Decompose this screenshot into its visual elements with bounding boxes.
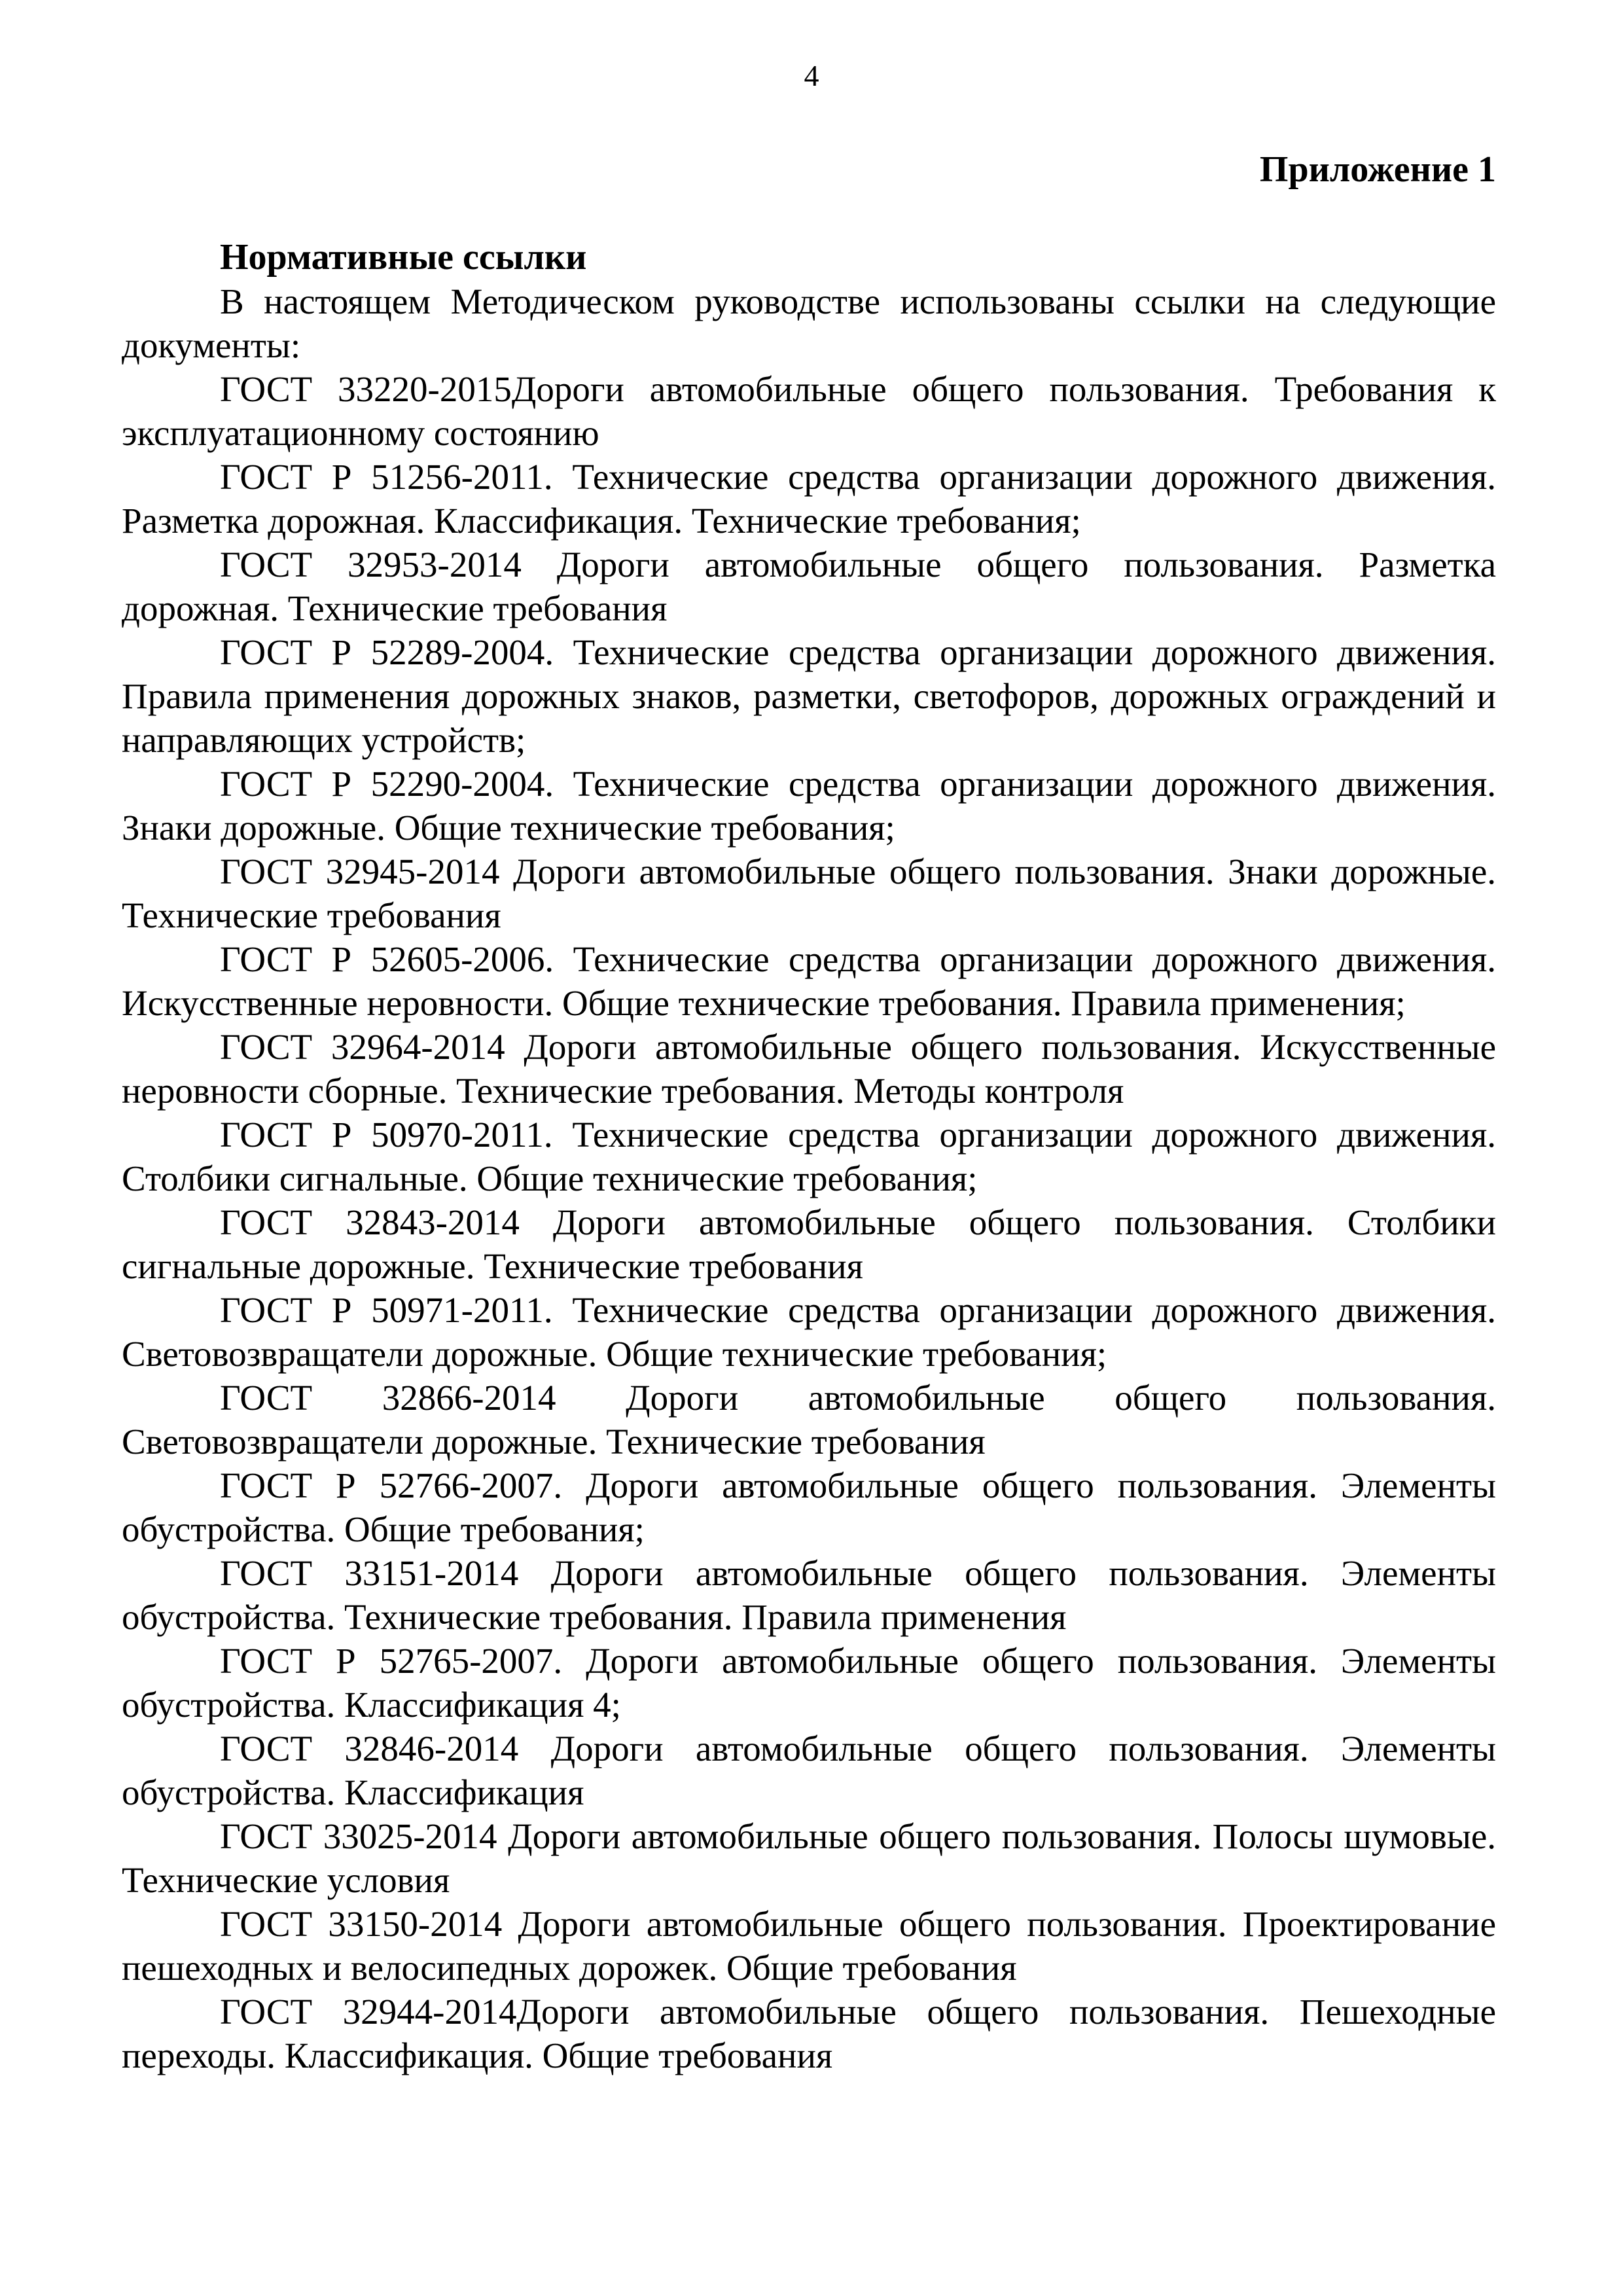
reference-item: ГОСТ 33151-2014 Дороги автомобильные общего пользования. Элементы обустройства. Технические требования. Правила применения bbox=[122, 1553, 1496, 1637]
reference-item: ГОСТ 32866-2014 Дороги автомобильные общего пользования. Световозвращатели дорожные. Технические требования bbox=[122, 1378, 1496, 1462]
reference-item: ГОСТ 32846-2014 Дороги автомобильные общего пользования. Элементы обустройства. Классификация bbox=[122, 1729, 1496, 1812]
appendix-title: Приложение 1 bbox=[1259, 149, 1496, 190]
reference-item: ГОСТ 32964-2014 Дороги автомобильные общего пользования. Искусственные неровности сборные. Технические требования. Методы контроля bbox=[122, 1027, 1496, 1111]
reference-item: ГОСТ 32945-2014 Дороги автомобильные общего пользования. Знаки дорожные. Технические требования bbox=[122, 852, 1496, 935]
reference-item: ГОСТ 32843-2014 Дороги автомобильные общего пользования. Столбики сигнальные дорожные. Технические требования bbox=[122, 1202, 1496, 1286]
document-body bbox=[122, 148, 1496, 2077]
reference-item: ГОСТ 32944-2014Дороги автомобильные общего пользования. Пешеходные переходы. Классификация. Общие требования bbox=[122, 1992, 1496, 2075]
reference-item: ГОСТ Р 52290-2004. Технические средства организации дорожного движения. Знаки дорожные. Общие технические требования; bbox=[122, 764, 1496, 848]
reference-item: ГОСТ Р 51256-2011. Технические средства организации дорожного движения. Разметка дорожная. Классификация. Технические требования; bbox=[122, 457, 1496, 541]
reference-item: ГОСТ 33025-2014 Дороги автомобильные общего пользования. Полосы шумовые. Технические условия bbox=[122, 1816, 1496, 1900]
section-title: Нормативные ссылки bbox=[220, 237, 587, 278]
reference-item: ГОСТ 32953-2014 Дороги автомобильные общего пользования. Разметка дорожная. Технические требования bbox=[122, 545, 1496, 628]
page-number: 4 bbox=[804, 59, 819, 92]
reference-item: ГОСТ 33150-2014 Дороги автомобильные общего пользования. Проектирование пешеходных и велосипедных дорожек. Общие требования bbox=[122, 1904, 1496, 1988]
reference-item: ГОСТ Р 52605-2006. Технические средства организации дорожного движения. Искусственные неровности. Общие технические требования. Правила применения; bbox=[122, 939, 1496, 1023]
reference-item: ГОСТ 33220-2015Дороги автомобильные общего пользования. Требования к эксплуатационному состоянию bbox=[122, 369, 1496, 453]
reference-item: ГОСТ Р 52765-2007. Дороги автомобильные общего пользования. Элементы обустройства. Классификация 4; bbox=[122, 1641, 1496, 1725]
reference-item: ГОСТ Р 50970-2011. Технические средства организации дорожного движения. Столбики сигнальные. Общие технические требования; bbox=[122, 1115, 1496, 1198]
reference-item: ГОСТ Р 50971-2011. Технические средства организации дорожного движения. Световозвращатели дорожные. Общие технические требования; bbox=[122, 1290, 1496, 1374]
reference-item: ГОСТ Р 52766-2007. Дороги автомобильные общего пользования. Элементы обустройства. Общие требования; bbox=[122, 1465, 1496, 1549]
reference-item: ГОСТ Р 52289-2004. Технические средства организации дорожного движения. Правила применения дорожных знаков, разметки, светофоров, дорожных ограждений и направляющих устройств; bbox=[122, 632, 1496, 760]
intro-paragraph: В настоящем Методическом руководстве использованы ссылки на следующие документы: bbox=[122, 281, 1496, 365]
